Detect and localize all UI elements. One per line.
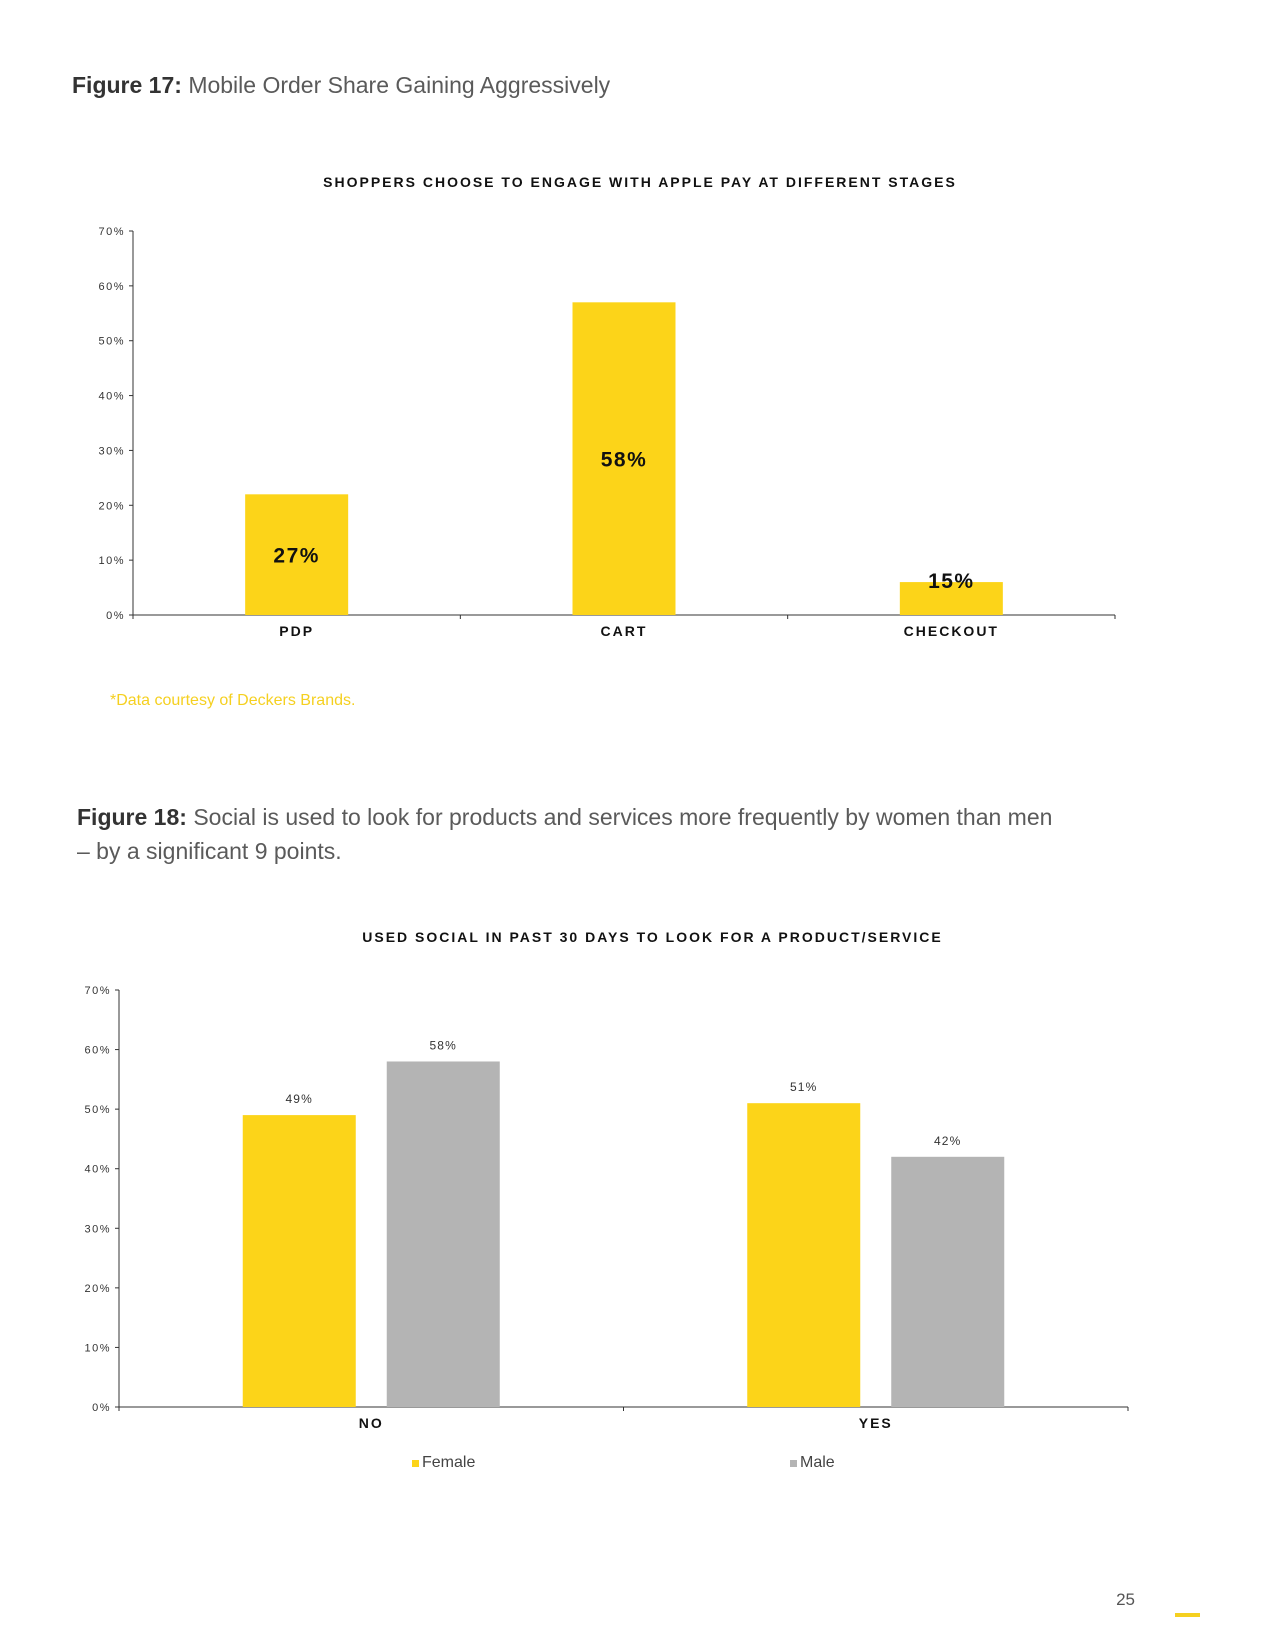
- legend-male: [790, 1454, 835, 1472]
- legend-female-swatch: [412, 1460, 419, 1467]
- bar: [891, 1157, 1004, 1407]
- legend-female-label: Female: [422, 1454, 476, 1471]
- y-tick-label: 0%: [106, 610, 125, 622]
- y-tick-label: 30%: [98, 445, 125, 458]
- figure-17-caption: Mobile Order Share Gaining Aggressively: [188, 72, 611, 98]
- x-category-label: YES: [858, 1415, 893, 1431]
- page-number: 25: [1116, 1590, 1135, 1609]
- bar: [243, 1115, 356, 1407]
- figure-17-title: [72, 68, 610, 102]
- bar-value-label: 27%: [273, 544, 320, 568]
- page-number-underline: [1175, 1613, 1200, 1617]
- y-tick-label: 40%: [98, 390, 125, 403]
- figure-17-label: Figure 17:: [72, 72, 182, 98]
- chart-2-title: USED SOCIAL IN PAST 30 DAYS TO LOOK FOR A PRODUCT/SERVICE: [362, 929, 943, 945]
- y-tick-label: 50%: [98, 335, 125, 348]
- chart-1-title: SHOPPERS CHOOSE TO ENGAGE WITH APPLE PAY AT DIFFERENT STAGES: [323, 174, 957, 190]
- legend-female: [412, 1454, 475, 1472]
- bar-value-label: 58%: [429, 1038, 458, 1053]
- chart-2-social-usage: [0, 975, 1275, 1445]
- x-category-label: PDP: [279, 623, 315, 639]
- x-category-label: CHECKOUT: [903, 623, 1000, 639]
- y-tick-label: 20%: [98, 500, 125, 513]
- y-tick-label: 70%: [84, 985, 111, 997]
- y-tick-label: 60%: [84, 1044, 111, 1057]
- y-tick-label: 50%: [84, 1104, 111, 1117]
- bar-value-label: 42%: [933, 1133, 962, 1148]
- figure-18-caption: Social is used to look for products and services more frequently by women than men – by a significant 9 points.: [77, 804, 1053, 864]
- bar-value-label: 58%: [600, 448, 648, 472]
- data-source-note: *Data courtesy of Deckers Brands.: [110, 692, 356, 709]
- x-category-label: CART: [600, 623, 648, 639]
- bar-value-label: 15%: [928, 570, 975, 594]
- bar-value-label: 51%: [789, 1080, 818, 1095]
- y-tick-label: 60%: [98, 280, 125, 293]
- y-tick-label: 10%: [84, 1342, 111, 1355]
- x-category-label: NO: [358, 1415, 384, 1431]
- y-tick-label: 10%: [98, 555, 125, 568]
- figure-18-title: [77, 800, 1057, 868]
- y-tick-label: 0%: [92, 1402, 111, 1414]
- chart-1-apple-pay-stages: [0, 215, 1275, 665]
- y-tick-label: 30%: [84, 1223, 111, 1236]
- legend-male-swatch: [790, 1460, 797, 1467]
- y-tick-label: 20%: [84, 1282, 111, 1295]
- y-tick-label: 40%: [84, 1163, 111, 1176]
- legend-male-label: Male: [800, 1454, 835, 1471]
- bar: [387, 1061, 500, 1407]
- bar: [747, 1103, 860, 1407]
- bar-value-label: 49%: [285, 1092, 314, 1107]
- y-tick-label: 70%: [98, 226, 125, 238]
- figure-18-label: Figure 18:: [77, 804, 187, 830]
